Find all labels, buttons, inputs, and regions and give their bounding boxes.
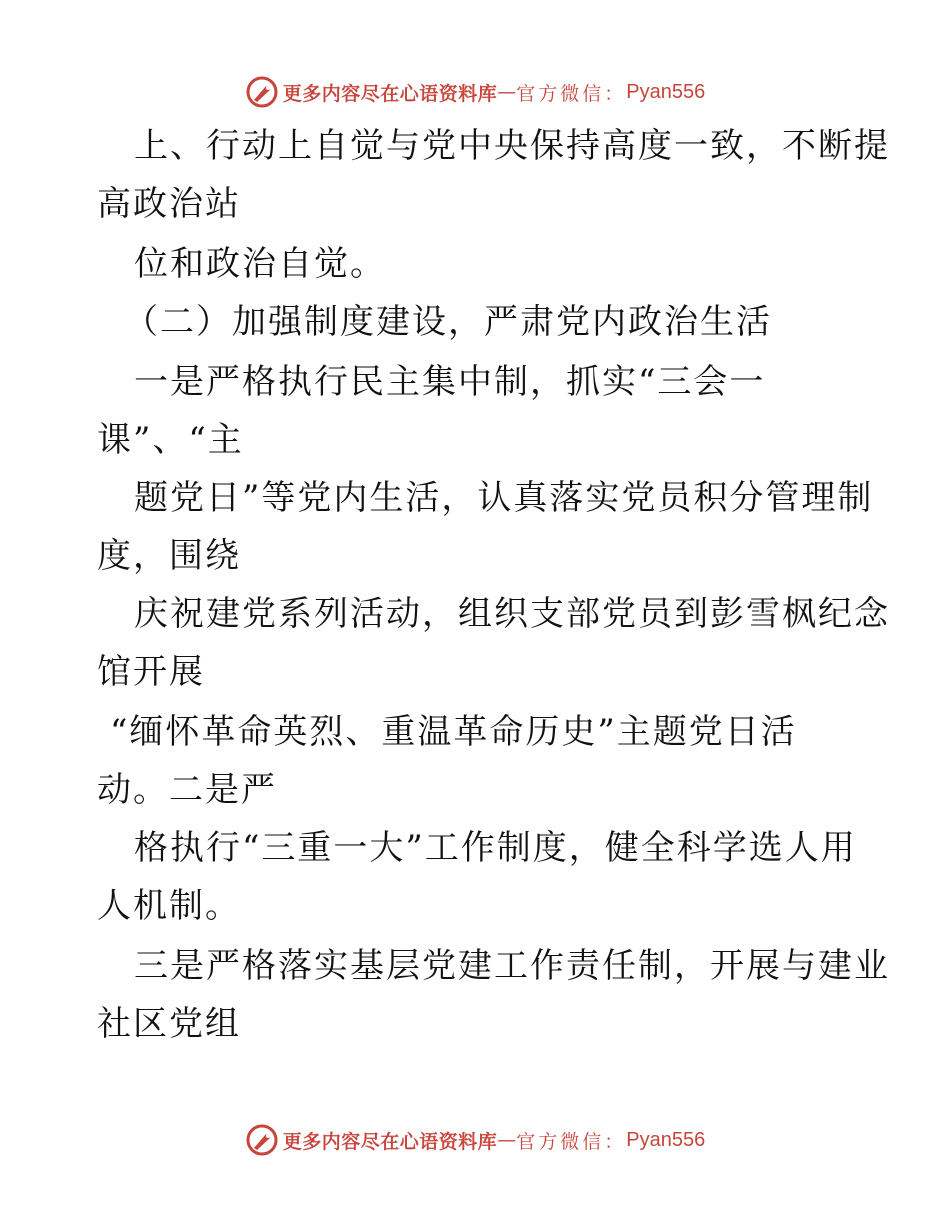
body-line: 课”、“主: [97, 420, 244, 460]
watermark-wechat-id: Pyan556: [626, 1128, 706, 1151]
pen-nib-circle-icon: [245, 1123, 279, 1157]
header-watermark: [0, 72, 950, 112]
body-line: 人机制。: [97, 886, 241, 926]
body-line: 题党日”等党内生活，认真落实党员积分管理制: [134, 478, 874, 518]
body-line: 位和政治自觉。: [134, 244, 386, 284]
body-line: 一是严格执行民主集中制，抓实“三会一: [134, 362, 766, 402]
body-line: 上、行动上自觉与党中央保持高度一致，不断提: [134, 126, 890, 166]
body-line: “缅怀革命英烈、重温革命历史”主题党日活: [110, 712, 797, 752]
body-line: 度，围绕: [97, 536, 241, 576]
watermark-dash: —: [497, 81, 517, 103]
section-heading: （二）加强制度建设，严肃党内政治生活: [124, 302, 772, 342]
body-line: 庆祝建党系列活动，组织支部党员到彭雪枫纪念: [134, 594, 890, 634]
pen-nib-circle-icon: [245, 75, 279, 109]
watermark-wechat-label: 官方微信：: [516, 82, 627, 105]
body-line: 社区党组: [97, 1004, 241, 1044]
watermark-title: 更多内容尽在心语资料库: [282, 1130, 498, 1153]
watermark-title: 更多内容尽在心语资料库: [282, 82, 498, 105]
body-line: 馆开展: [97, 652, 205, 692]
body-line: 动。二是严: [97, 770, 277, 810]
watermark-wechat-label: 官方微信：: [516, 1130, 627, 1153]
body-line: 三是严格落实基层党建工作责任制，开展与建业: [134, 946, 890, 986]
body-line: 高政治站: [97, 184, 241, 224]
body-line: 格执行“三重一大”工作制度，健全科学选人用: [134, 828, 857, 868]
watermark-wechat-id: Pyan556: [626, 80, 706, 103]
watermark-dash: —: [497, 1129, 517, 1151]
footer-watermark: [0, 1120, 950, 1160]
